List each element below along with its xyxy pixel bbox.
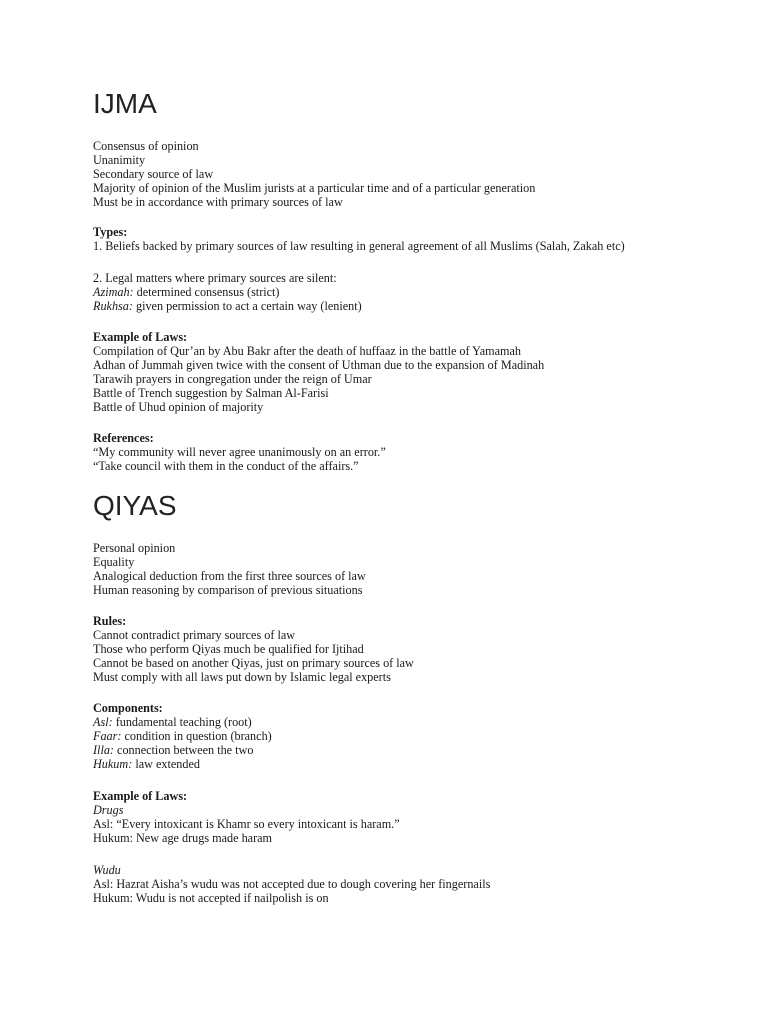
ijma-definition: Must be in accordance with primary sources of law — [93, 195, 343, 209]
rules-heading: Rules: — [93, 614, 127, 628]
hukum-line — [93, 757, 753, 771]
rule-item: Cannot contradict primary sources of law — [93, 628, 296, 642]
qiyas-wudu-example — [93, 863, 753, 905]
asl-term: Asl: — [93, 715, 113, 729]
rule-item: Cannot be based on another Qiyas, just on primary sources of law — [93, 656, 414, 670]
ijma-types-section — [93, 225, 753, 253]
asl-line — [93, 715, 753, 729]
illa-term: Illa: — [93, 743, 114, 757]
wudu-example-title: Wudu — [93, 863, 121, 877]
qiyas-rules-section — [93, 614, 753, 684]
ijma-definition: Consensus of opinion — [93, 139, 199, 153]
ijma-examples-heading: Example of Laws: — [93, 330, 188, 344]
ijma-examples-section — [93, 330, 753, 414]
azimah-text: determined consensus (strict) — [133, 285, 280, 299]
qiyas-definition: Analogical deduction from the first three sources of law — [93, 569, 366, 583]
azimah-term: Azimah: — [93, 285, 134, 299]
faar-text: condition in question (branch) — [121, 729, 272, 743]
qiyas-examples-section — [93, 789, 753, 845]
ijma-example: Tarawih prayers in congregation under the reign of Umar — [93, 372, 372, 386]
ijma-example: Battle of Trench suggestion by Salman Al-Farisi — [93, 386, 329, 400]
drugs-asl: Asl: “Every intoxicant is Khamr so every intoxicant is haram.” — [93, 817, 400, 831]
wudu-asl: Asl: Hazrat Aisha’s wudu was not accepted due to dough covering her fingernails — [93, 877, 491, 891]
azimah-line — [93, 285, 753, 299]
faar-term: Faar: — [93, 729, 122, 743]
ijma-definitions — [93, 139, 753, 209]
reference-quote: “My community will never agree unanimously on an error.” — [93, 445, 386, 459]
rukhsa-text: given permission to act a certain way (lenient) — [132, 299, 362, 313]
types-item-2: 2. Legal matters where primary sources are silent: — [93, 271, 337, 285]
wudu-hukum: Hukum: Wudu is not accepted if nailpolish is on — [93, 891, 329, 905]
qiyas-definitions — [93, 541, 753, 597]
rukhsa-line — [93, 299, 753, 313]
ijma-definition: Secondary source of law — [93, 167, 214, 181]
ijma-definition: Unanimity — [93, 153, 146, 167]
reference-quote: “Take council with them in the conduct of the affairs.” — [93, 459, 359, 473]
qiyas-components-section — [93, 701, 753, 771]
qiyas-definition: Equality — [93, 555, 135, 569]
types-heading: Types: — [93, 225, 128, 239]
ijma-example: Compilation of Qur’an by Abu Bakr after the death of huffaaz in the battle of Yamamah — [93, 344, 522, 358]
qiyas-definition: Human reasoning by comparison of previous situations — [93, 583, 363, 597]
drugs-example-title: Drugs — [93, 803, 124, 817]
ijma-example: Adhan of Jummah given twice with the consent of Uthman due to the expansion of Madinah — [93, 358, 545, 372]
ijma-types-item-2-section — [93, 271, 753, 313]
hukum-text: law extended — [132, 757, 200, 771]
rukhsa-term: Rukhsa: — [93, 299, 133, 313]
drugs-hukum: Hukum: New age drugs made haram — [93, 831, 273, 845]
references-heading: References: — [93, 431, 154, 445]
components-heading: Components: — [93, 701, 163, 715]
ijma-heading: IJMA — [93, 88, 157, 119]
qiyas-examples-heading: Example of Laws: — [93, 789, 188, 803]
ijma-definition: Majority of opinion of the Muslim jurists at a particular time and of a particular generation — [93, 181, 536, 195]
ijma-references-section — [93, 431, 753, 473]
illa-text: connection between the two — [113, 743, 254, 757]
faar-line — [93, 729, 753, 743]
ijma-example: Battle of Uhud opinion of majority — [93, 400, 264, 414]
qiyas-definition: Personal opinion — [93, 541, 176, 555]
types-item-1: 1. Beliefs backed by primary sources of law resulting in general agreement of all Muslims (Salah, Zakah etc) — [93, 239, 625, 253]
illa-line — [93, 743, 753, 757]
rule-item: Those who perform Qiyas much be qualified for Ijtihad — [93, 642, 364, 656]
qiyas-heading: QIYAS — [93, 490, 177, 521]
rule-item: Must comply with all laws put down by Islamic legal experts — [93, 670, 391, 684]
asl-text: fundamental teaching (root) — [112, 715, 252, 729]
hukum-term: Hukum: — [93, 757, 133, 771]
